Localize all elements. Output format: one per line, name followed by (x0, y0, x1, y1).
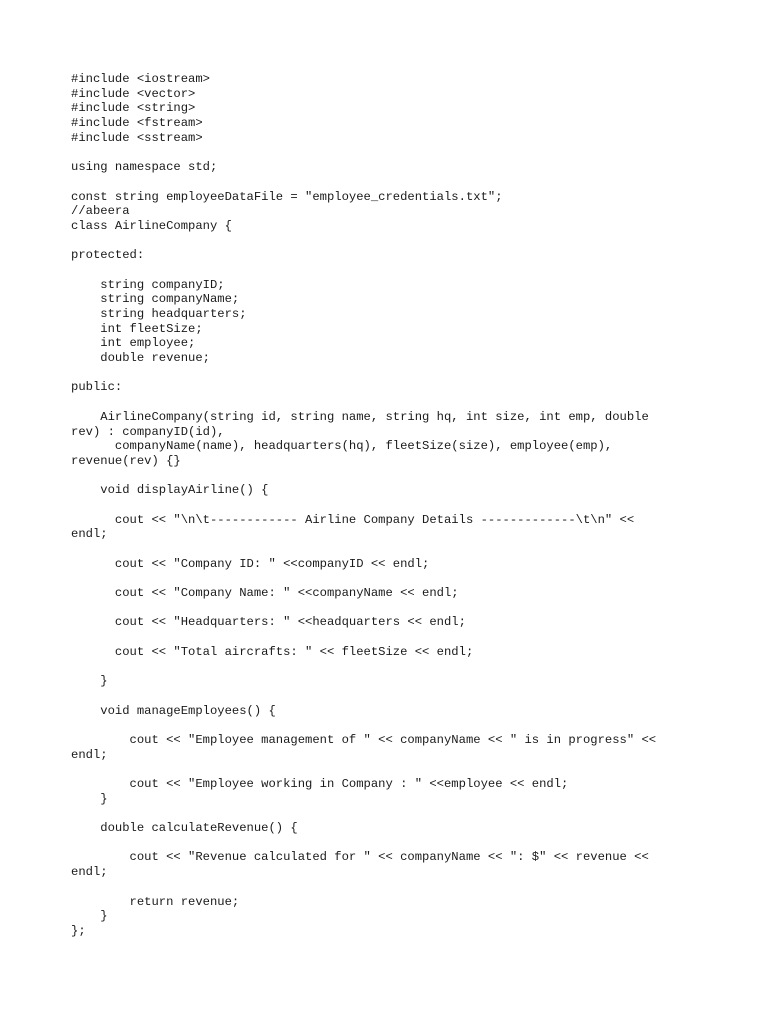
code-line: protected: (71, 248, 145, 263)
code-line: revenue(rev) {} (71, 453, 181, 468)
code-line: void displayAirline() { (71, 483, 269, 498)
code-line: } (71, 909, 108, 924)
code-line: endl; (71, 527, 108, 542)
code-line: #include <string> (71, 101, 196, 116)
blank-line (71, 366, 691, 381)
blank-line (71, 689, 691, 704)
blank-line (71, 263, 691, 278)
code-line: return revenue; (71, 894, 240, 909)
code-line: cout << "Total aircrafts: " << fleetSize << endl; (71, 644, 474, 659)
code-line: using namespace std; (71, 160, 218, 175)
code-line: }; (71, 923, 86, 938)
code-line: public: (71, 380, 123, 395)
code-line: cout << "Revenue calculated for " << companyName << ": $" << revenue << (71, 850, 649, 865)
code-line: cout << "Company Name: " <<companyName << endl; (71, 586, 459, 601)
code-line: int employee; (71, 336, 196, 351)
code-line: void manageEmployees() { (71, 703, 276, 718)
code-line: rev) : companyID(id), (71, 424, 225, 439)
code-line: #include <fstream> (71, 116, 203, 131)
code-line: //abeera (71, 204, 130, 219)
code-line: } (71, 674, 108, 689)
blank-line (71, 762, 691, 777)
code-line: string companyName; (71, 292, 240, 307)
blank-line (71, 395, 691, 410)
code-line: #include <iostream> (71, 72, 210, 86)
code-line: } (71, 791, 108, 806)
code-line: int fleetSize; (71, 321, 203, 336)
code-line: string headquarters; (71, 307, 247, 321)
blank-line (71, 836, 691, 851)
blank-line (71, 601, 691, 616)
blank-line (71, 145, 691, 160)
blank-line (71, 660, 691, 675)
code-line: double revenue; (71, 351, 210, 366)
blank-line (71, 718, 691, 733)
blank-line (71, 630, 691, 645)
code-line: string companyID; (71, 277, 225, 292)
code-line: const string employeeDataFile = "employee_credentials.txt"; (71, 189, 503, 204)
code-line: endl; (71, 747, 108, 762)
code-line: cout << "\n\t------------ Airline Company Details -------------\t\n" << (71, 512, 635, 527)
blank-line (71, 571, 691, 586)
code-line: cout << "Employee working in Company : " <<employee << endl; (71, 777, 569, 791)
code-line: #include <vector> (71, 86, 196, 101)
blank-line (71, 806, 691, 821)
blank-line (71, 469, 691, 484)
code-line: endl; (71, 865, 108, 880)
blank-line (71, 542, 691, 557)
blank-line (71, 880, 691, 895)
blank-line (71, 234, 691, 249)
code-listing (71, 72, 691, 939)
code-line: #include <sstream> (71, 130, 203, 145)
code-line: AirlineCompany(string id, string name, string hq, int size, int emp, double (71, 409, 649, 424)
code-line: cout << "Company ID: " <<companyID << endl; (71, 556, 430, 571)
code-line: companyName(name), headquarters(hq), fleetSize(size), employee(emp), (71, 439, 613, 454)
code-line: cout << "Employee management of " << companyName << " is in progress" << (71, 732, 657, 747)
code-line: class AirlineCompany { (71, 218, 232, 233)
code-line: cout << "Headquarters: " <<headquarters << endl; (71, 615, 466, 630)
code-line: double calculateRevenue() { (71, 821, 298, 836)
blank-line (71, 175, 691, 190)
blank-line (71, 498, 691, 513)
